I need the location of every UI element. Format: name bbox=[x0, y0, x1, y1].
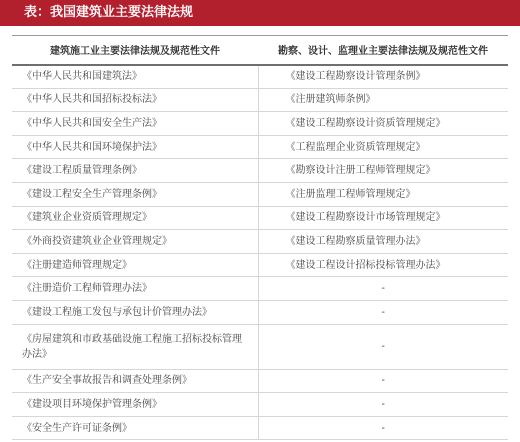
construction-law-cell: 《房屋建筑和市政基础设施工程施工招标投标管理办法》 bbox=[12, 324, 258, 369]
table-row bbox=[12, 277, 508, 301]
construction-law-cell: 《外商投资建筑业企业管理规定》 bbox=[12, 230, 258, 254]
table-row bbox=[12, 416, 508, 440]
survey-design-law-cell: 《建设工程勘察设计市场管理规定》 bbox=[258, 206, 508, 230]
empty-cell-dash: - bbox=[258, 369, 508, 393]
header-row bbox=[12, 36, 508, 65]
empty-cell-dash: - bbox=[258, 277, 508, 301]
header-survey-design: 勘察、设计、监理业主要法律法规及规范性文件 bbox=[258, 36, 508, 65]
survey-design-law-cell: 《工程监理企业资质管理规定》 bbox=[258, 135, 508, 159]
table-row bbox=[12, 324, 508, 369]
survey-design-law-cell: 《建设工程勘察设计管理条例》 bbox=[258, 65, 508, 89]
table-row bbox=[12, 88, 508, 112]
table-row bbox=[12, 65, 508, 89]
table-row bbox=[12, 159, 508, 183]
empty-cell-dash: - bbox=[258, 300, 508, 324]
header-construction: 建筑施工业主要法律法规及规范性文件 bbox=[12, 36, 258, 65]
table-row bbox=[12, 369, 508, 393]
law-table bbox=[12, 35, 508, 440]
construction-law-cell: 《生产安全事故报告和调查处理条例》 bbox=[12, 369, 258, 393]
table-row bbox=[12, 253, 508, 277]
construction-law-cell: 《建设工程质量管理条例》 bbox=[12, 159, 258, 183]
construction-law-cell: 《建设工程安全生产管理条例》 bbox=[12, 182, 258, 206]
empty-cell-dash: - bbox=[258, 393, 508, 417]
construction-law-cell: 《安全生产许可证条例》 bbox=[12, 416, 258, 440]
table-row bbox=[12, 182, 508, 206]
survey-design-law-cell: 《建设工程勘察质量管理办法》 bbox=[258, 230, 508, 254]
construction-law-cell: 《建筑业企业资质管理规定》 bbox=[12, 206, 258, 230]
construction-law-cell: 《注册造价工程师管理办法》 bbox=[12, 277, 258, 301]
survey-design-law-cell: 《注册监理工程师管理规定》 bbox=[258, 182, 508, 206]
construction-law-cell: 《中华人民共和国招标投标法》 bbox=[12, 88, 258, 112]
construction-law-cell: 《中华人民共和国建筑法》 bbox=[12, 65, 258, 89]
empty-cell-dash: - bbox=[258, 416, 508, 440]
table-row bbox=[12, 135, 508, 159]
construction-law-cell: 《中华人民共和国安全生产法》 bbox=[12, 112, 258, 136]
table-row bbox=[12, 300, 508, 324]
survey-design-law-cell: 《建设工程勘察设计资质管理规定》 bbox=[258, 112, 508, 136]
table-title: 表：我国建筑业主要法律法规 bbox=[0, 0, 520, 26]
survey-design-law-cell: 《建设工程设计招标投标管理办法》 bbox=[258, 253, 508, 277]
empty-cell-dash: - bbox=[258, 324, 508, 369]
table-row bbox=[12, 393, 508, 417]
table-row bbox=[12, 230, 508, 254]
survey-design-law-cell: 《注册建筑师条例》 bbox=[258, 88, 508, 112]
survey-design-law-cell: 《勘察设计注册工程师管理规定》 bbox=[258, 159, 508, 183]
construction-law-cell: 《建设项目环境保护管理条例》 bbox=[12, 393, 258, 417]
construction-law-cell: 《注册建造师管理规定》 bbox=[12, 253, 258, 277]
table-row bbox=[12, 206, 508, 230]
construction-law-cell: 《中华人民共和国环境保护法》 bbox=[12, 135, 258, 159]
table-row bbox=[12, 112, 508, 136]
construction-law-cell: 《建设工程施工发包与承包计价管理办法》 bbox=[12, 300, 258, 324]
